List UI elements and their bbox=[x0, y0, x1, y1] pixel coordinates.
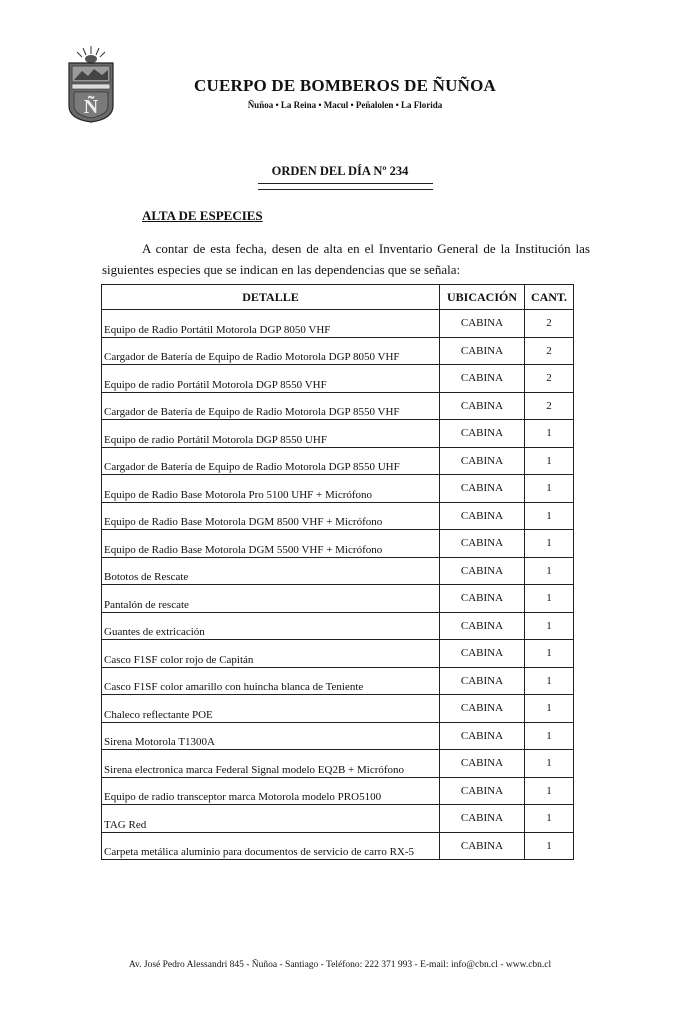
cell-detalle: Equipo de radio transceptor marca Motorola modelo PRO5100 bbox=[102, 777, 440, 805]
cell-cant: 1 bbox=[525, 475, 574, 503]
cell-cant: 1 bbox=[525, 585, 574, 613]
table-row bbox=[102, 310, 574, 338]
footer-address: Av. José Pedro Alessandri 845 - Ñuñoa - Santiago - Teléfono: 222 371 993 - E-mail: info@cbn.cl - www.cbn.cl bbox=[128, 960, 552, 970]
table-row bbox=[102, 722, 574, 750]
cell-cant: 1 bbox=[525, 805, 574, 833]
table-row bbox=[102, 557, 574, 585]
cell-ubicacion: CABINA bbox=[440, 585, 525, 613]
cell-ubicacion: CABINA bbox=[440, 750, 525, 778]
table-row bbox=[102, 392, 574, 420]
crest-letter: Ñ bbox=[83, 96, 99, 118]
cell-cant: 2 bbox=[525, 365, 574, 393]
cell-detalle: Sirena electronica marca Federal Signal modelo EQ2B + Micrófono bbox=[102, 750, 440, 778]
cell-cant: 1 bbox=[525, 722, 574, 750]
table-row bbox=[102, 530, 574, 558]
title-double-rule bbox=[258, 183, 433, 190]
cell-ubicacion: CABINA bbox=[440, 832, 525, 860]
table-row bbox=[102, 475, 574, 503]
organization-name: CUERPO DE BOMBEROS DE ÑUÑOA bbox=[194, 76, 496, 95]
header-cant: CANT. bbox=[525, 285, 574, 310]
cell-cant: 1 bbox=[525, 832, 574, 860]
cell-ubicacion: CABINA bbox=[440, 337, 525, 365]
cell-detalle: Carpeta metálica aluminio para documentos de servicio de carro RX-5 bbox=[102, 832, 440, 860]
crest-logo-icon bbox=[66, 44, 116, 124]
table-row bbox=[102, 640, 574, 668]
table-body bbox=[102, 310, 574, 860]
cell-cant: 1 bbox=[525, 750, 574, 778]
cell-cant: 1 bbox=[525, 557, 574, 585]
table-row bbox=[102, 695, 574, 723]
cell-ubicacion: CABINA bbox=[440, 640, 525, 668]
cell-ubicacion: CABINA bbox=[440, 530, 525, 558]
table-row bbox=[102, 805, 574, 833]
table-row bbox=[102, 420, 574, 448]
organization-communes: Ñuñoa • La Reina • Macul • Peñalolen • La Florida bbox=[247, 100, 443, 110]
cell-detalle: Cargador de Batería de Equipo de Radio Motorola DGP 8550 UHF bbox=[102, 447, 440, 475]
cell-cant: 2 bbox=[525, 337, 574, 365]
cell-detalle: Equipo de Radio Portátil Motorola DGP 8050 VHF bbox=[102, 310, 440, 338]
cell-detalle: Equipo de Radio Base Motorola Pro 5100 UHF + Micrófono bbox=[102, 475, 440, 503]
table-row bbox=[102, 667, 574, 695]
cell-cant: 2 bbox=[525, 310, 574, 338]
cell-ubicacion: CABINA bbox=[440, 447, 525, 475]
cell-ubicacion: CABINA bbox=[440, 667, 525, 695]
cell-detalle: Bototos de Rescate bbox=[102, 557, 440, 585]
cell-cant: 1 bbox=[525, 530, 574, 558]
table-row bbox=[102, 777, 574, 805]
cell-cant: 1 bbox=[525, 695, 574, 723]
order-title: ORDEN DEL DÍA Nº 234 bbox=[271, 164, 409, 178]
table-row bbox=[102, 585, 574, 613]
cell-cant: 1 bbox=[525, 612, 574, 640]
cell-detalle: Guantes de extricación bbox=[102, 612, 440, 640]
table-row bbox=[102, 612, 574, 640]
cell-detalle: Equipo de Radio Base Motorola DGM 5500 VHF + Micrófono bbox=[102, 530, 440, 558]
cell-detalle: Equipo de radio Portátil Motorola DGP 8550 UHF bbox=[102, 420, 440, 448]
cell-detalle: Casco F1SF color rojo de Capitán bbox=[102, 640, 440, 668]
cell-cant: 1 bbox=[525, 640, 574, 668]
cell-detalle: Cargador de Batería de Equipo de Radio Motorola DGP 8550 VHF bbox=[102, 392, 440, 420]
table-row bbox=[102, 750, 574, 778]
cell-detalle: Equipo de Radio Base Motorola DGM 8500 VHF + Micrófono bbox=[102, 502, 440, 530]
cell-cant: 1 bbox=[525, 777, 574, 805]
header-detalle: DETALLE bbox=[102, 285, 440, 310]
cell-detalle: Equipo de radio Portátil Motorola DGP 8550 VHF bbox=[102, 365, 440, 393]
table-row bbox=[102, 337, 574, 365]
intro-paragraph: A contar de esta fecha, desen de alta en el Inventario General de la Institución las siguientes especies que se indican en las dependencias que se señala: bbox=[102, 241, 590, 277]
section-title: ALTA DE ESPECIES bbox=[142, 208, 263, 223]
cell-detalle: Pantalón de rescate bbox=[102, 585, 440, 613]
cell-cant: 2 bbox=[525, 392, 574, 420]
table-row bbox=[102, 502, 574, 530]
cell-ubicacion: CABINA bbox=[440, 695, 525, 723]
cell-cant: 1 bbox=[525, 502, 574, 530]
cell-ubicacion: CABINA bbox=[440, 557, 525, 585]
table-header-row bbox=[102, 285, 574, 310]
cell-detalle: Cargador de Batería de Equipo de Radio Motorola DGP 8050 VHF bbox=[102, 337, 440, 365]
cell-cant: 1 bbox=[525, 667, 574, 695]
cell-detalle: Chaleco reflectante POE bbox=[102, 695, 440, 723]
table-row bbox=[102, 365, 574, 393]
cell-detalle: Sirena Motorola T1300A bbox=[102, 722, 440, 750]
cell-ubicacion: CABINA bbox=[440, 310, 525, 338]
cell-ubicacion: CABINA bbox=[440, 420, 525, 448]
cell-cant: 1 bbox=[525, 447, 574, 475]
table-row bbox=[102, 447, 574, 475]
items-table bbox=[101, 284, 574, 860]
cell-detalle: Casco F1SF color amarillo con huincha blanca de Teniente bbox=[102, 667, 440, 695]
cell-ubicacion: CABINA bbox=[440, 475, 525, 503]
cell-ubicacion: CABINA bbox=[440, 805, 525, 833]
table-row bbox=[102, 832, 574, 860]
cell-detalle: TAG Red bbox=[102, 805, 440, 833]
cell-ubicacion: CABINA bbox=[440, 722, 525, 750]
cell-ubicacion: CABINA bbox=[440, 392, 525, 420]
cell-ubicacion: CABINA bbox=[440, 612, 525, 640]
cell-ubicacion: CABINA bbox=[440, 502, 525, 530]
header-ubicacion: UBICACIÓN bbox=[440, 285, 525, 310]
cell-cant: 1 bbox=[525, 420, 574, 448]
cell-ubicacion: CABINA bbox=[440, 777, 525, 805]
cell-ubicacion: CABINA bbox=[440, 365, 525, 393]
